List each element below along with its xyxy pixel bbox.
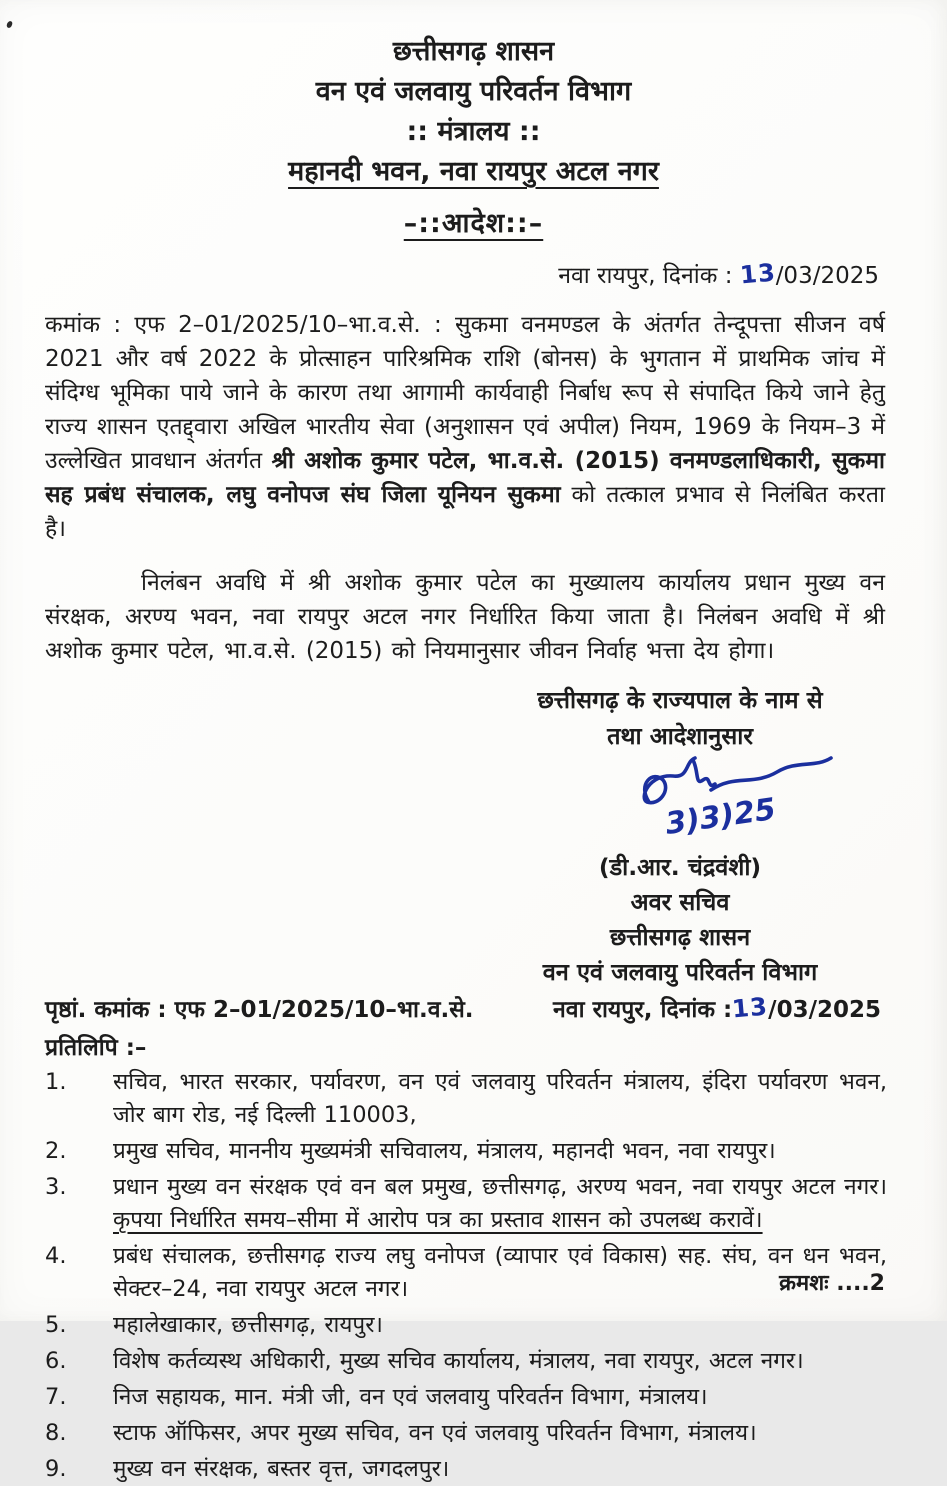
list-item	[45, 1171, 887, 1237]
issue-date-line	[0, 258, 879, 290]
order-title: –::आदेश::–	[403, 208, 544, 239]
item-number: 6.	[45, 1348, 67, 1374]
signatory-name: (डी.आर. चंद्रवंशी)	[598, 853, 762, 881]
item-number: 9.	[45, 1456, 67, 1482]
endorsement-date	[553, 992, 881, 1024]
item-text: महालेखाकार, छत्तीसगढ़, रायपुर।	[113, 1312, 383, 1338]
endorsement-date-label: नवा रायपुर, दिनांक :	[553, 997, 733, 1023]
item-text-plain: प्रधान मुख्य वन संरक्षक एवं वन बल प्रमुख, छत्तीसगढ़, अरण्य भवन, नवा रायपुर अटल नगर।	[113, 1174, 887, 1200]
item-number: 7.	[45, 1384, 67, 1410]
endorsement-handwritten-day: 13	[730, 991, 770, 1024]
order-paragraph-2: निलंबन अवधि में श्री अशोक कुमार पटेल का मुख्यालय कार्यालय प्रधान मुख्य वन संरक्षक, अरण्य भवन, नवा रायपुर अटल नगर निर्धारित किया जाता है। निलंबन अवधि में श्री अशोक कुमार पटेल, भा.व.से. (2015) को नियमानुसार जीवन निर्वाह भत्ता देय होगा।	[45, 570, 885, 664]
item-number: 4.	[45, 1243, 67, 1269]
list-item	[45, 1381, 887, 1414]
issue-date-rest: /03/2025	[775, 263, 879, 289]
list-item	[45, 1453, 887, 1486]
item-text: सचिव, भारत सरकार, पर्यावरण, वन एवं जलवायु परिवर्तन मंत्रालय, इंदिरा पर्यावरण भवन, जोर बाग रोड, नई दिल्ली 110003,	[113, 1069, 887, 1128]
item-number: 5.	[45, 1312, 67, 1338]
signatory-govt: छत्तीसगढ़ शासन	[609, 923, 751, 951]
by-order-line-1: छत्तीसगढ़ के राज्यपाल के नाम से	[537, 686, 823, 714]
list-item	[45, 1417, 887, 1450]
item-text: मुख्य वन संरक्षक, बस्तर वृत्त, जगदलपुर।	[113, 1456, 450, 1482]
list-item	[45, 1345, 887, 1378]
list-item	[45, 1135, 887, 1168]
item-text: विशेष कर्तव्यस्थ अधिकारी, मुख्य सचिव कार्यालय, मंत्रालय, नवा रायपुर, अटल नगर।	[113, 1348, 804, 1374]
department-name: वन एवं जलवायु परिवर्तन विभाग	[315, 76, 632, 107]
item-number: 2.	[45, 1138, 67, 1164]
item-text: स्टाफ ऑफिसर, अपर मुख्य सचिव, वन एवं जलवायु परिवर्तन विभाग, मंत्रालय।	[113, 1420, 757, 1446]
signature-area	[465, 754, 895, 850]
signature-date-note: 3)3)25	[663, 791, 778, 842]
para1-tail: को तत्काल प्रभाव से निलंबित करता है।	[45, 482, 885, 542]
item-number: 8.	[45, 1420, 67, 1446]
address-line: महानदी भवन, नवा रायपुर अटल नगर	[288, 156, 659, 187]
item-text	[113, 1171, 887, 1237]
list-item	[45, 1240, 887, 1306]
by-order-line-2: तथा आदेशानुसार	[607, 722, 753, 750]
item-text-underlined: कृपया निर्धारित समय–सीमा में आरोप पत्र का प्रस्ताव शासन को उपलब्ध करावें।	[113, 1207, 763, 1233]
item-number: 3.	[45, 1174, 67, 1200]
order-paragraph-1	[45, 308, 885, 546]
signatory-dept: वन एवं जलवायु परिवर्तन विभाग	[542, 958, 818, 986]
endorsement-ref: पृष्ठां. कमांक : एफ 2–01/2025/10–भा.व.से.	[45, 997, 474, 1023]
list-item	[45, 1066, 887, 1132]
signature-icon	[615, 746, 855, 850]
endorsement-ref-row	[45, 992, 881, 1024]
continuation-marker: क्रमशः ....2	[779, 1271, 885, 1296]
item-number: 1.	[45, 1069, 67, 1095]
by-order-block	[465, 682, 895, 754]
para1-lead: कमांक : एफ 2–01/2025/10–भा.व.से. : सुकमा वनमण्डल के अंतर्गत तेन्दूपत्ता सीजन वर्ष 2021 और वर्ष 2022 के प्रोत्साहन पारिश्रमिक राशि (बोनस) के भुगतान में प्राथमिक जांच में संदिग्ध भूमिका पाये जाने के कारण तथा आगामी कार्यवाही निर्बाध रूप से संपादित किये जाने हेतु राज्य शासन एतद्द्वारा अखिल भारतीय सेवा (अनुशासन एवं अपील) नियम, 1969 के नियम–3 में उल्लेखित प्रावधान अंतर्गत	[45, 312, 885, 474]
para1-officer-name: श्री अशोक कुमार पटेल, भा.व.से. (2015) वनमण्डलाधिकारी, सुकमा सह प्रबंध संचालक, लघु वनोपज संघ जिला यूनियन सुकमा	[45, 448, 886, 508]
ministry-line: :: मंत्रालय ::	[406, 116, 541, 147]
issue-date-label: नवा रायपुर, दिनांक :	[558, 263, 733, 289]
item-text: प्रबंध संचालक, छत्तीसगढ़ राज्य लघु वनोपज (व्यापार एवं विकास) सह. संघ, वन धन भवन, सेक्टर–24, नवा रायपुर अटल नगर।	[113, 1243, 887, 1302]
list-item	[45, 1309, 887, 1342]
government-name: छत्तीसगढ़ शासन	[392, 36, 555, 67]
signatory-designation: अवर सचिव	[630, 888, 730, 916]
copy-to-label: प्रतिलिपि :–	[45, 1035, 147, 1061]
item-text: प्रमुख सचिव, माननीय मुख्यमंत्री सचिवालय, मंत्रालय, महानदी भवन, नवा रायपुर।	[113, 1138, 776, 1164]
letterhead	[0, 0, 947, 244]
copy-to-list	[45, 1066, 887, 1486]
endorsement-date-rest: /03/2025	[768, 997, 881, 1023]
item-text: निज सहायक, मान. मंत्री जी, वन एवं जलवायु परिवर्तन विभाग, मंत्रालय।	[113, 1384, 708, 1410]
signatory-block	[465, 850, 895, 990]
handwritten-day: 13	[738, 257, 777, 290]
